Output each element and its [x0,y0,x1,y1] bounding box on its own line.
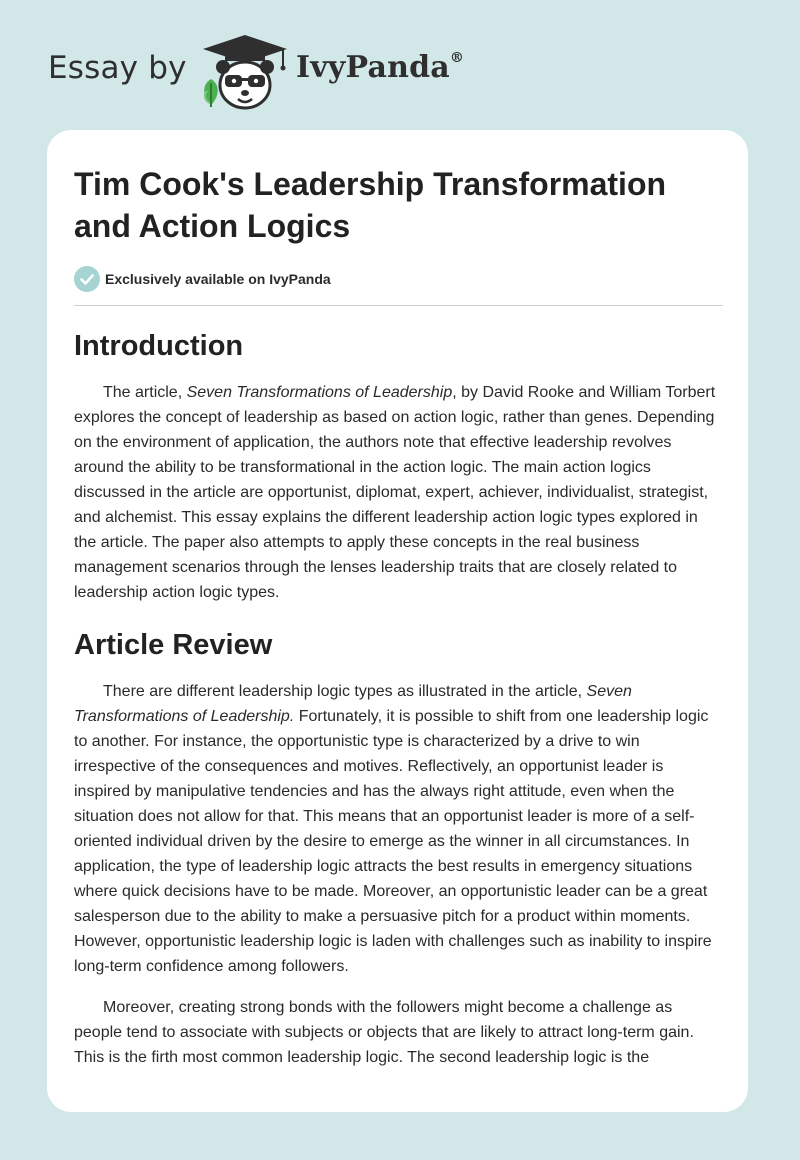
badge-text: Exclusively available on IvyPanda [105,271,331,287]
paragraph [74,679,723,979]
paragraph: Moreover, creating strong bonds with the followers might become a challenge as people tend to associate with subjects or objects that are likely to attract long-term gain. This is the firth most common leadership logic. The second leadership logic is the [74,999,694,1066]
section-heading-introduction: Introduction [74,330,244,362]
paragraph-text: The article, [103,384,187,401]
paragraph-text: , by David Rooke and William Torbert explores the concept of leadership as based on action logic, rather than genes. Depending on the environment of application, the authors note that effective leadership revolves around the ability to be transformational in the action logic. The main action logics discussed in the article are opportunist, diplomat, expert, achiever, individualist, strategist, and alchemist. This essay explains the different leadership action logic types explored in the article. The paper also attempts to apply these concepts in the real business management scenarios through the lenses leadership traits that are closely related to leadership action logic types. [74,384,716,601]
panda-graduate-logo-icon[interactable] [199,33,291,113]
article-title-italic: Seven Transformations of Leadership. [74,683,632,725]
paragraph-text: Fortunately, it is possible to shift from one leadership logic to another. For instance, the opportunistic type is characterized by a drive to win irrespective of the consequences and motives. Reflectively, an opportunist leader is inspired by manipulative tendencies and has the always right attitude, even when the situation does not allow for that. This means that an opportunist leader is more of a self-oriented individual driven by the desire to emerge as the winner in all circumstances. In application, the type of leadership logic attracts the best results in emergency situations where quick decisions have to be made. Moreover, an opportunistic leader can be a great salesperson due to the ability to make a persuasive pitch for a product within moments. However, opportunistic leadership logic is laden with challenges such as inability to inspire long-term confidence among followers. [74,708,712,975]
divider [74,305,723,306]
site-header [0,0,800,130]
brand-prefix: Essay by [48,50,187,86]
exclusive-badge [74,265,723,293]
essay-content [74,163,723,1086]
brand-name[interactable] [296,50,464,85]
essay-card [47,130,748,1112]
essay-title: Tim Cook's Leadership Transformation and Action Logics [74,166,667,244]
check-circle-icon [74,266,100,292]
registered-mark: ® [449,50,465,66]
brand-name-text: IvyPanda [296,50,450,85]
paragraph-text: There are different leadership logic types as illustrated in the article, [103,683,587,700]
article-title-italic: Seven Transformations of Leadership [186,384,453,401]
paragraph [74,380,723,605]
section-heading-article-review: Article Review [74,629,273,661]
